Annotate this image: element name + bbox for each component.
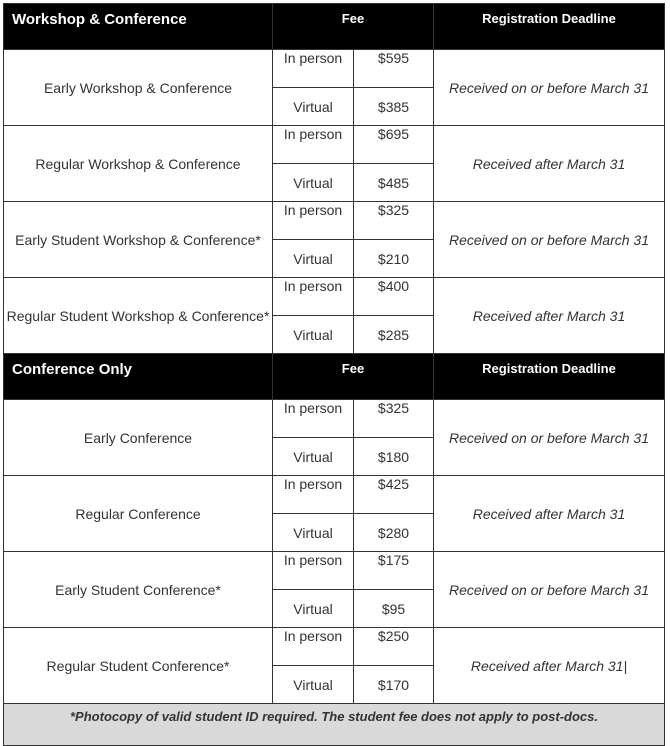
- registration-fee-table: [3, 3, 665, 746]
- fee-in-person: $250: [354, 628, 434, 666]
- fee-row-in-person: [4, 476, 665, 514]
- fee-in-person: $175: [354, 552, 434, 590]
- attendance-mode-in-person: In person: [273, 476, 354, 514]
- registration-type-label: Regular Student Workshop & Conference*: [4, 278, 273, 354]
- attendance-mode-in-person: In person: [273, 628, 354, 666]
- fee-column-header: Fee: [273, 4, 434, 50]
- registration-deadline: Received on or before March 31: [434, 552, 665, 628]
- deadline-column-header: Registration Deadline: [434, 354, 665, 400]
- attendance-mode-virtual: Virtual: [273, 590, 354, 628]
- registration-deadline: Received after March 31: [434, 476, 665, 552]
- fee-virtual: $385: [354, 88, 434, 126]
- fee-row-in-person: [4, 400, 665, 438]
- registration-deadline: Received after March 31: [434, 278, 665, 354]
- student-id-footnote: *Photocopy of valid student ID required. The student fee does not apply to post-docs.: [4, 704, 665, 746]
- fee-virtual: $210: [354, 240, 434, 278]
- fee-virtual: $180: [354, 438, 434, 476]
- fee-virtual: $95: [354, 590, 434, 628]
- fee-row-in-person: [4, 278, 665, 316]
- registration-deadline: Received on or before March 31: [434, 50, 665, 126]
- fee-row-in-person: [4, 126, 665, 164]
- fee-in-person: $325: [354, 202, 434, 240]
- footnote-row: [4, 704, 665, 746]
- registration-type-label: Regular Student Conference*: [4, 628, 273, 704]
- fee-in-person: $325: [354, 400, 434, 438]
- attendance-mode-virtual: Virtual: [273, 164, 354, 202]
- deadline-column-header: Registration Deadline: [434, 4, 665, 50]
- attendance-mode-virtual: Virtual: [273, 240, 354, 278]
- fee-in-person: $695: [354, 126, 434, 164]
- fee-in-person: $425: [354, 476, 434, 514]
- section-header: [4, 4, 665, 50]
- fee-virtual: $485: [354, 164, 434, 202]
- attendance-mode-in-person: In person: [273, 126, 354, 164]
- registration-type-label: Early Workshop & Conference: [4, 50, 273, 126]
- attendance-mode-in-person: In person: [273, 278, 354, 316]
- attendance-mode-in-person: In person: [273, 552, 354, 590]
- registration-type-label: Early Student Workshop & Conference*: [4, 202, 273, 278]
- fee-table-body: [4, 4, 665, 746]
- attendance-mode-virtual: Virtual: [273, 88, 354, 126]
- registration-type-label: Early Student Conference*: [4, 552, 273, 628]
- fee-virtual: $170: [354, 666, 434, 704]
- registration-deadline: Received on or before March 31: [434, 400, 665, 476]
- registration-type-label: Regular Workshop & Conference: [4, 126, 273, 202]
- attendance-mode-virtual: Virtual: [273, 438, 354, 476]
- section-header: [4, 354, 665, 400]
- section-title: Conference Only: [4, 354, 273, 400]
- fee-row-in-person: [4, 628, 665, 666]
- fee-in-person: $595: [354, 50, 434, 88]
- fee-row-in-person: [4, 552, 665, 590]
- section-title: Workshop & Conference: [4, 4, 273, 50]
- registration-type-label: Regular Conference: [4, 476, 273, 552]
- registration-deadline: Received after March 31: [434, 126, 665, 202]
- attendance-mode-virtual: Virtual: [273, 666, 354, 704]
- attendance-mode-in-person: In person: [273, 50, 354, 88]
- attendance-mode-in-person: In person: [273, 400, 354, 438]
- attendance-mode-virtual: Virtual: [273, 316, 354, 354]
- fee-in-person: $400: [354, 278, 434, 316]
- fee-virtual: $285: [354, 316, 434, 354]
- fee-row-in-person: [4, 50, 665, 88]
- registration-deadline: Received after March 31|: [434, 628, 665, 704]
- fee-column-header: Fee: [273, 354, 434, 400]
- registration-deadline: Received on or before March 31: [434, 202, 665, 278]
- registration-type-label: Early Conference: [4, 400, 273, 476]
- attendance-mode-virtual: Virtual: [273, 514, 354, 552]
- fee-row-in-person: [4, 202, 665, 240]
- fee-virtual: $280: [354, 514, 434, 552]
- attendance-mode-in-person: In person: [273, 202, 354, 240]
